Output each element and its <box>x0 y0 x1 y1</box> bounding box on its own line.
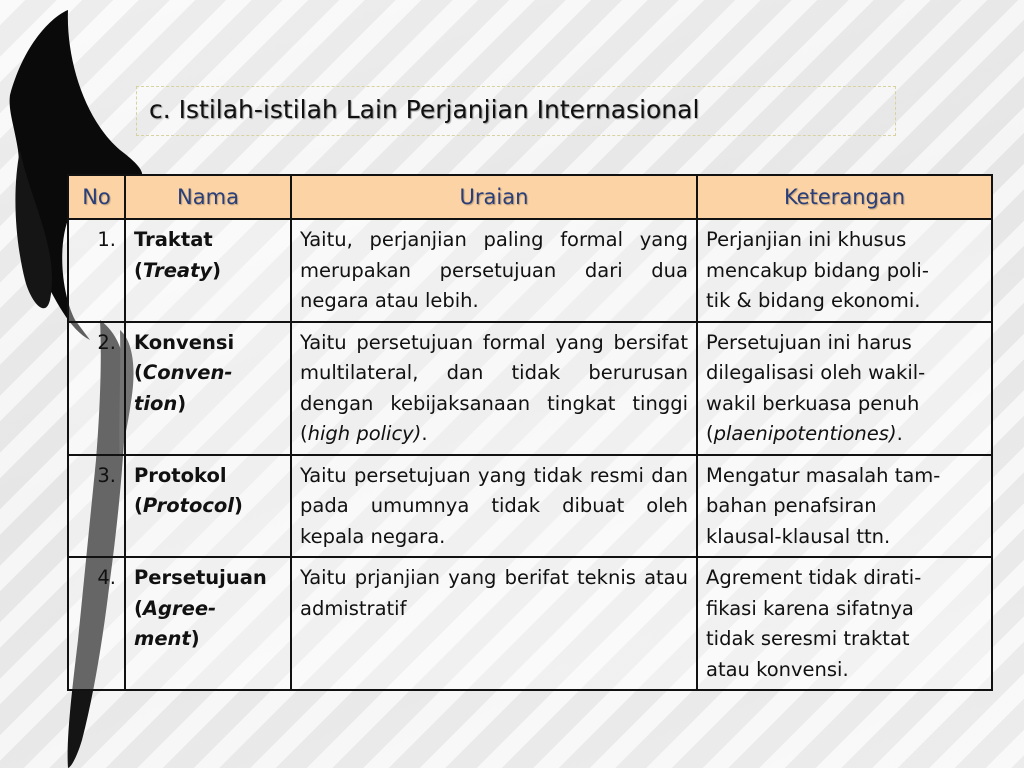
row-number: 3. <box>68 455 125 558</box>
description-cell <box>291 322 697 455</box>
table-row <box>68 557 992 690</box>
note-line: tik & bidang ekonomi. <box>706 289 921 312</box>
description-cell <box>291 557 697 690</box>
note-line: klausal-klausal ttn. <box>706 524 891 548</box>
term-name-cell: Traktat (Treaty) <box>125 219 291 322</box>
note-line: bahan penafsiran <box>706 494 877 517</box>
term-name: Konvensi <box>134 330 235 354</box>
description-text: Yaitu prjanjian yang berifat teknis atau admistratif <box>300 566 688 620</box>
term-name-cell: Protokol (Protocol) <box>125 455 291 558</box>
term-name-cell: Konvensi (Conven- tion) <box>125 322 291 455</box>
note-line: Perjanjian ini khusus <box>706 228 907 251</box>
note-line: atau konvensi. <box>706 657 849 681</box>
table-row <box>68 455 992 558</box>
term-english: Protocol <box>142 494 234 517</box>
header-nama: Nama <box>125 175 291 219</box>
row-number: 1. <box>68 219 125 322</box>
term-name: Traktat <box>134 228 213 251</box>
term-name-cell: Persetujuan (Agree- ment) <box>125 557 291 690</box>
row-number: 2. <box>68 322 125 455</box>
description-end: . <box>421 422 428 445</box>
note-end: . <box>896 422 903 445</box>
header-no: No <box>68 175 125 219</box>
description-cell <box>291 219 697 322</box>
note-cell <box>697 557 992 690</box>
title-box <box>136 86 896 136</box>
note-line: tidak seresmi traktat <box>706 627 910 650</box>
description-italic: high policy) <box>307 422 422 445</box>
table-header-row <box>68 175 992 219</box>
term-english: Conven- <box>142 361 233 384</box>
description-text: Yaitu persetujuan formal yang bersifat multilateral, dan tidak berurusan dengan kebijaksanaan tingkat tinggi ( <box>300 330 688 445</box>
note-italic: plaenipotentiones) <box>713 422 897 445</box>
note-line: fikasi karena sifatnya <box>706 596 914 620</box>
note-cell <box>697 219 992 322</box>
note-line: dilegalisasi oleh wakil- <box>706 361 926 384</box>
note-cell: Persetujuan ini harus dilegalisasi oleh wakil- wakil berkuasa penuh (plaenipotentiones). <box>697 322 992 455</box>
note-line: Agrement tidak dirati- <box>706 566 922 589</box>
term-name: Protokol <box>134 463 227 487</box>
header-uraian: Uraian <box>291 175 697 219</box>
note-line: mencakup bidang poli- <box>706 258 929 282</box>
term-english-cont: tion <box>134 391 178 415</box>
table-row <box>68 322 992 455</box>
description-cell <box>291 455 697 558</box>
note-line: wakil berkuasa penuh <box>706 391 920 415</box>
term-english-cont: ment <box>134 627 191 650</box>
row-number: 4. <box>68 557 125 690</box>
slide-title: c. Istilah-istilah Lain Perjanjian Internasional <box>149 95 700 124</box>
note-cell <box>697 455 992 558</box>
note-line: Persetujuan ini harus <box>706 330 912 354</box>
term-english: Agree- <box>142 596 217 620</box>
term-english: Treaty <box>142 258 213 282</box>
terms-table <box>67 174 993 691</box>
table-row <box>68 219 992 322</box>
header-keterangan: Keterangan <box>697 175 992 219</box>
description-text: Yaitu, perjanjian paling formal yang merupakan persetujuan dari dua negara atau lebih. <box>300 228 688 312</box>
term-name: Persetujuan <box>134 566 267 589</box>
note-line: Mengatur masalah tam- <box>706 463 941 487</box>
description-text: Yaitu persetujuan yang tidak resmi dan pada umumnya tidak dibuat oleh kepala negara. <box>300 463 688 548</box>
